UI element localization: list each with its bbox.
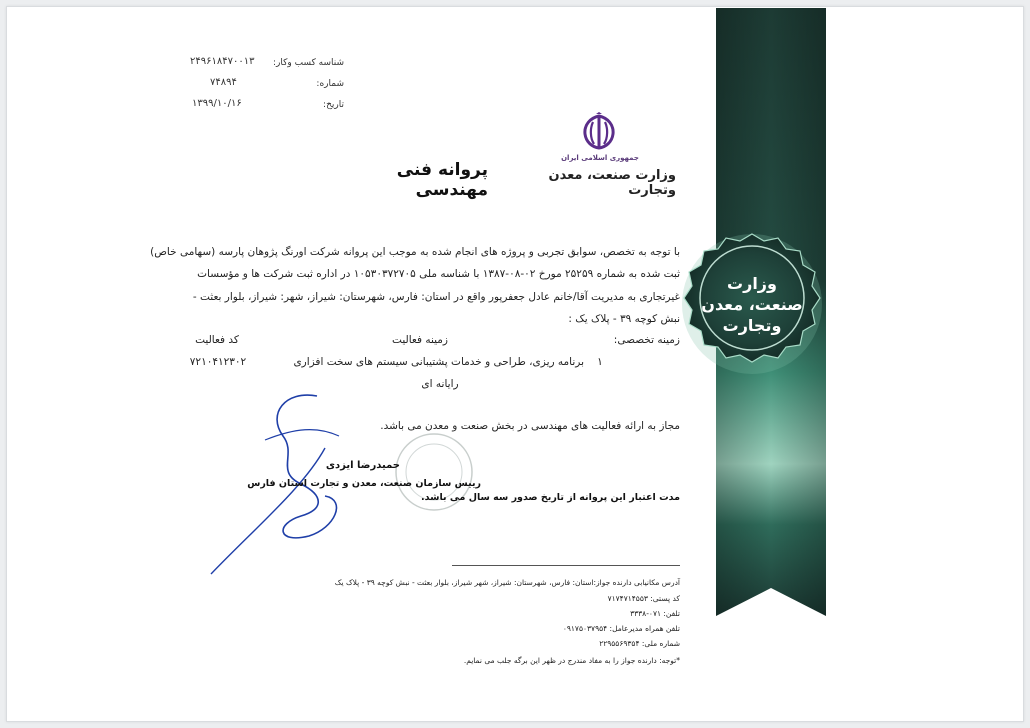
date-label: تاریخ: <box>323 100 344 110</box>
ministry-name: وزارت صنعت، معدن وتجارت <box>548 168 676 198</box>
body-line-1: با توجه به تخصص، سوابق تجربی و پروژه های انجام شده به موجب این پروانه شرکت اورنگ پژوهان پارسه (سهامی خاص) <box>150 246 680 258</box>
footer-divider <box>452 565 680 566</box>
activity-column-header: زمینه فعالیت <box>392 334 448 346</box>
footer-note: *توجه: دارنده جواز را به مفاد مندرج در ظهر این برگه جلب می نمایم. <box>463 656 680 665</box>
footer-postal-code: کد پستی: ۷۱۷۴۷۱۴۵۵۳ <box>607 594 680 603</box>
footer-national-id: شماره ملی: ۲۲۹۵۵۶۹۳۵۴ <box>599 639 680 648</box>
page-title: پروانه فنی مهندسی <box>396 160 488 200</box>
seal-line-1: وزارت <box>727 273 777 293</box>
seal-line-2: صنعت، معدن <box>701 294 803 314</box>
body-line-3: غیرتجاری به مدیریت آقا/خانم عادل جعفرپور واقع در استان: فارس، شهرستان: شیراز، شهر: شیراز، بلوار بعثت - <box>192 291 680 303</box>
signer-title: رییس سازمان صنعت، معدن و تجارت استان فارس <box>247 478 481 489</box>
authorization-statement: مجاز به ارائه فعالیت های مهندسی در بخش صنعت و معدن می باشد. <box>380 420 680 432</box>
number-value: ۷۴۸۹۴ <box>210 77 237 88</box>
activity-code: ۷۲۱۰۴۱۲۳۰۲ <box>189 356 247 368</box>
seal-text <box>690 242 814 366</box>
seal-line-3: وتجارت <box>722 315 782 335</box>
number-label: شماره: <box>316 79 344 89</box>
body-line-4: نبش کوچه ۳۹ - پلاک یک : <box>568 313 680 325</box>
footer-address: آدرس مکانیابی دارنده جواز:استان: فارس، شهرستان: شیراز، شهر شیراز، بلوار بعثت - نبش کوچه ۳۹ - پلاک یک <box>334 578 680 587</box>
validity-statement: مدت اعتبار این پروانه از تاریخ صدور سه سال می باشد. <box>421 492 680 503</box>
iran-emblem-icon <box>576 112 622 152</box>
activity-description-cont: رایانه ای <box>421 378 459 390</box>
date-value: ۱۳۹۹/۱۰/۱۶ <box>192 98 242 109</box>
business-id-value: ۲۴۹۶۱۸۴۷۰۰۱۳ <box>190 56 255 67</box>
activity-row-index: ۱ <box>597 356 603 368</box>
footer-mobile: تلفن همراه مدیرعامل: ۰۹۱۷۵۰۳۷۹۵۴ <box>562 624 680 633</box>
republic-label: جمهوری اسلامی ایران <box>561 154 639 162</box>
business-id-label: شناسه کسب وکار: <box>273 58 344 68</box>
body-line-2: ثبت شده به شماره ۲۵۲۵۹ مورخ ۰۲-۰۸-۱۳۸۷ با شناسه ملی ۱۰۵۳۰۳۷۲۷۰۵ در اداره ثبت شرکت ها و مؤسسات <box>197 268 680 280</box>
code-column-header: کد فعالیت <box>195 334 239 346</box>
footer-phone: تلفن: ۰۷۱-۳۳۳۸ <box>630 609 680 618</box>
specialty-label: زمینه تخصصی: <box>613 334 680 346</box>
activity-description: برنامه ریزی، طراحی و خدمات پشتیبانی سیستم های سخت افزاری <box>293 356 584 368</box>
signer-name: حمیدرضا ایزدی <box>325 460 400 471</box>
